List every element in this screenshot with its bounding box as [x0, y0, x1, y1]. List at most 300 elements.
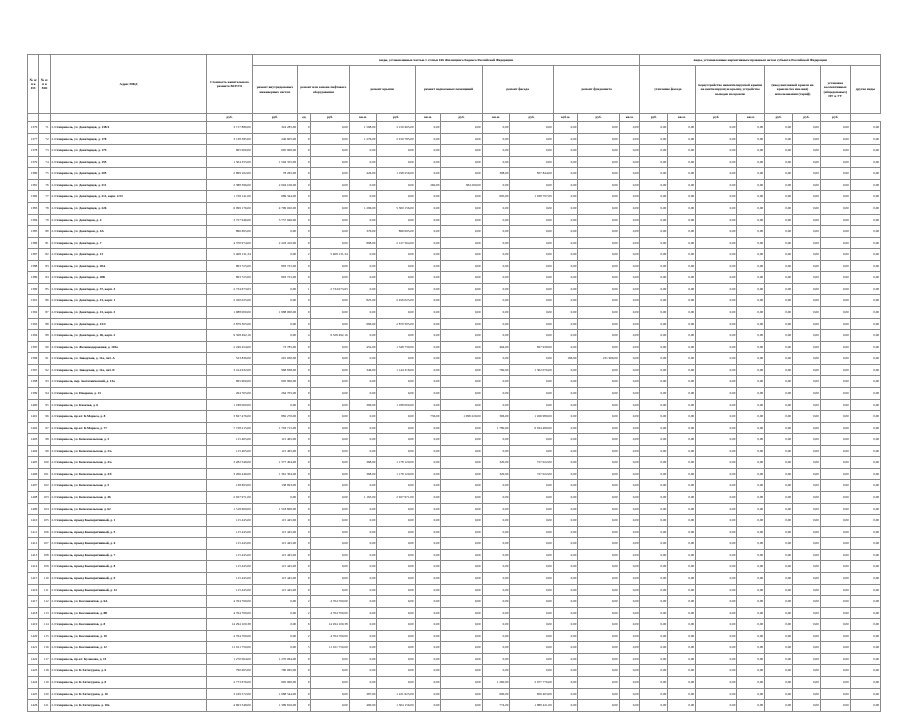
value-cell: 0,00	[619, 572, 640, 584]
value-cell: 0,00	[765, 341, 793, 353]
value-cell: 0,00	[377, 549, 415, 561]
value-cell: 0,00	[415, 191, 441, 203]
value-cell: 0,00	[619, 526, 640, 538]
value-cell: 346,00	[349, 364, 377, 376]
value-cell: 0,00	[578, 307, 619, 319]
value-cell: 0,00	[820, 156, 850, 168]
value-cell: 0,00	[640, 156, 668, 168]
value-cell: 0,00	[510, 526, 553, 538]
value-cell: 0,00	[640, 341, 668, 353]
value-cell: 0,00	[553, 145, 578, 157]
value-cell: 1	[298, 283, 311, 295]
value-cell: 0,00	[553, 630, 578, 642]
value-cell: 0,00	[668, 572, 696, 584]
address-cell: г. Ставрополь, ул. Доваторов, д. 20Б	[50, 272, 207, 284]
value-cell: 0,00	[415, 237, 441, 249]
value-cell: 0,00	[311, 700, 349, 712]
value-cell: 0,00	[850, 492, 880, 504]
value-cell: 0,00	[793, 179, 821, 191]
value-cell: 0,00	[850, 653, 880, 665]
value-cell: 0,00	[820, 122, 850, 134]
value-cell: 0,00	[765, 307, 793, 319]
value-cell: 769,00	[482, 364, 510, 376]
value-cell: 0,00	[793, 480, 821, 492]
value-cell: 2 249 454,00	[207, 341, 252, 353]
value-cell: 0,00	[377, 584, 415, 596]
value-cell: 0,00	[765, 665, 793, 677]
value-cell: 0,00	[793, 307, 821, 319]
value-cell: 1421	[28, 642, 39, 654]
value-cell: 893 725,00	[207, 272, 252, 284]
value-cell: 0,00	[578, 434, 619, 446]
value-cell: 0,00	[696, 168, 737, 180]
unit-cell: кв.м.	[415, 114, 441, 122]
value-cell: 0,00	[619, 584, 640, 596]
value-cell: 1407	[28, 480, 39, 492]
value-cell: 1376	[28, 122, 39, 134]
value-cell: 0,00	[578, 226, 619, 238]
value-cell: 0,00	[668, 283, 696, 295]
value-cell: 1380	[28, 168, 39, 180]
value-cell: 0,00	[441, 457, 482, 469]
value-cell: 0,00	[510, 249, 553, 261]
value-cell: 0,00	[765, 700, 793, 712]
value-cell: 2 879 305,00	[377, 318, 415, 330]
value-cell: 0,00	[619, 700, 640, 712]
value-cell: 0,00	[311, 260, 349, 272]
value-cell: 0,00	[578, 468, 619, 480]
value-cell: 0,00	[377, 376, 415, 388]
unit-cell: ед.	[298, 114, 311, 122]
value-cell: 0	[298, 318, 311, 330]
address-cell: г. Ставрополь, ул. Комсомольская, д. 62	[50, 503, 207, 515]
value-cell: 78 265,00	[252, 168, 297, 180]
value-cell: 0,00	[553, 700, 578, 712]
value-cell: 1 377 404,00	[252, 457, 297, 469]
value-cell: 0,00	[850, 353, 880, 365]
value-cell: 727 022,00	[510, 457, 553, 469]
value-cell: 0	[298, 422, 311, 434]
value-cell: 859 403,00	[510, 688, 553, 700]
value-cell: 0,00	[619, 168, 640, 180]
table-row	[28, 122, 881, 134]
value-cell: 0,00	[377, 387, 415, 399]
value-cell: 1 270 064,00	[252, 653, 297, 665]
value-cell: 1412	[28, 538, 39, 550]
value-cell: 0,00	[737, 353, 765, 365]
value-cell: 0,00	[252, 630, 297, 642]
table-row	[28, 191, 881, 203]
value-cell: 0,00	[578, 295, 619, 307]
value-cell: 2 899 162,00	[207, 168, 252, 180]
value-cell: 0,00	[737, 364, 765, 376]
address-cell: г. Ставрополь, ул. Комсомольская, д. 5	[50, 480, 207, 492]
value-cell: 118	[39, 665, 50, 677]
value-cell: 113	[39, 607, 50, 619]
value-cell: 0,00	[441, 249, 482, 261]
value-cell: 0,00	[765, 168, 793, 180]
value-cell: 0,00	[850, 526, 880, 538]
value-cell: 0,00	[737, 283, 765, 295]
value-cell: 0,00	[737, 445, 765, 457]
value-cell: 0,00	[793, 295, 821, 307]
value-cell: 0,00	[349, 503, 377, 515]
value-cell: 0,00	[441, 596, 482, 608]
value-cell: 0,00	[441, 630, 482, 642]
value-cell: 0,00	[668, 411, 696, 423]
header-total: Стоимость капитального ремонта ВСЕГО	[207, 55, 252, 114]
value-cell: 0,00	[377, 179, 415, 191]
value-cell: 0,00	[640, 434, 668, 446]
value-cell: 1393	[28, 318, 39, 330]
address-cell: г. Ставрополь, ул. Комсомольская, д. 3	[50, 434, 207, 446]
value-cell: 0,00	[252, 330, 297, 342]
value-cell: 0,00	[311, 307, 349, 319]
value-cell: 0,00	[820, 596, 850, 608]
value-cell: 0,00	[553, 249, 578, 261]
value-cell: 0,00	[252, 596, 297, 608]
value-cell: 1 178 120,00	[377, 468, 415, 480]
value-cell: 0,00	[377, 272, 415, 284]
value-cell: 0,00	[377, 445, 415, 457]
value-cell: 0,00	[820, 179, 850, 191]
value-cell: 0,00	[640, 607, 668, 619]
unit-cell: руб.	[820, 114, 850, 122]
value-cell: 4 799 020,00	[252, 202, 297, 214]
value-cell: 0	[298, 122, 311, 134]
value-cell: 0,00	[696, 364, 737, 376]
value-cell: 1417	[28, 596, 39, 608]
value-cell: 0,00	[793, 249, 821, 261]
value-cell: 1399	[28, 387, 39, 399]
value-cell: 0,00	[793, 434, 821, 446]
value-cell: 0,00	[311, 468, 349, 480]
value-cell: 2 927 971,00	[377, 492, 415, 504]
value-cell: 0,00	[578, 572, 619, 584]
value-cell: 0,00	[668, 353, 696, 365]
table-row	[28, 307, 881, 319]
value-cell: 11 911 750,00	[207, 642, 252, 654]
value-cell: 0,00	[668, 561, 696, 573]
value-cell: 0,00	[737, 596, 765, 608]
value-cell: 0,00	[793, 214, 821, 226]
value-cell: 0,00	[793, 700, 821, 712]
value-cell: 0,00	[793, 503, 821, 515]
value-cell: 100	[39, 457, 50, 469]
table-row	[28, 434, 881, 446]
value-cell: 14 294 100,38	[207, 619, 252, 631]
address-cell: г. Ставрополь, ул. Космонавтов, д. 12	[50, 642, 207, 654]
value-cell: 0,00	[252, 249, 297, 261]
value-cell: 0,00	[311, 272, 349, 284]
value-cell: 0,00	[850, 630, 880, 642]
value-cell: 138 693,00	[252, 480, 297, 492]
value-cell: 0,00	[793, 468, 821, 480]
value-cell: 0,00	[640, 526, 668, 538]
value-cell: 0,00	[793, 168, 821, 180]
value-cell: 4 764 700,00	[311, 630, 349, 642]
value-cell: 0,00	[441, 607, 482, 619]
value-cell: 1395	[28, 341, 39, 353]
value-cell: 0,00	[510, 353, 553, 365]
value-cell: 0,00	[619, 619, 640, 631]
value-cell: 0	[298, 168, 311, 180]
value-cell: 115 445,00	[252, 526, 297, 538]
value-cell: 0,00	[619, 434, 640, 446]
value-cell: 0,00	[415, 700, 441, 712]
value-cell: 0,00	[737, 202, 765, 214]
value-cell: 0,00	[668, 122, 696, 134]
value-cell: 0,00	[441, 526, 482, 538]
value-cell: 0,00	[553, 376, 578, 388]
value-cell: 790 065,00	[207, 665, 252, 677]
value-cell: 0,00	[793, 133, 821, 145]
value-cell: 0,00	[793, 145, 821, 157]
value-cell: 0,00	[311, 688, 349, 700]
value-cell: 0,00	[415, 572, 441, 584]
value-cell: 0,00	[311, 341, 349, 353]
value-cell: 115 445,00	[252, 538, 297, 550]
value-cell: 0,00	[765, 549, 793, 561]
value-cell: 0,00	[793, 237, 821, 249]
value-cell: 0,00	[850, 179, 880, 191]
value-cell: 0,00	[850, 607, 880, 619]
value-cell: 0,00	[252, 226, 297, 238]
value-cell: 0,00	[737, 492, 765, 504]
value-cell: 0,00	[668, 341, 696, 353]
value-cell: 0,00	[765, 237, 793, 249]
value-cell: 0,00	[311, 179, 349, 191]
value-cell: 0,00	[482, 526, 510, 538]
value-cell: 825,00	[349, 295, 377, 307]
value-cell: 0,00	[619, 260, 640, 272]
address-cell: г. Ставрополь, ул. Доваторов, д. 41/4	[50, 318, 207, 330]
value-cell: 0,00	[349, 653, 377, 665]
value-cell: 0,00	[553, 133, 578, 145]
value-cell: 0,00	[619, 596, 640, 608]
value-cell: 0,00	[441, 492, 482, 504]
value-cell: 0,00	[640, 584, 668, 596]
address-cell: г. Ставрополь, ул. Доваторцев, д. 226	[50, 202, 207, 214]
value-cell: 0,00	[765, 642, 793, 654]
value-cell: 0,00	[640, 272, 668, 284]
value-cell: 0,00	[696, 214, 737, 226]
value-cell: 398,00	[482, 168, 510, 180]
value-cell: 0,00	[668, 376, 696, 388]
value-cell: 84	[39, 272, 50, 284]
value-cell: 0,00	[820, 457, 850, 469]
value-cell: 0,00	[696, 387, 737, 399]
header-group-federal: виды, установленные частью 1 статьи 166 Жилищного Кодекса Российской Федерации	[252, 55, 640, 66]
value-cell: 0,00	[820, 677, 850, 689]
unit-cell: кв.м.	[668, 114, 696, 122]
unit-cell: кв.м.	[349, 114, 377, 122]
header-foundation: ремонт фундамента	[553, 66, 640, 114]
value-cell: 0,00	[765, 434, 793, 446]
table-row	[28, 596, 881, 608]
value-cell: 0,00	[696, 468, 737, 480]
value-cell: 452,00	[349, 341, 377, 353]
address-cell: г. Ставрополь, проезд Кооперативный, д. 9	[50, 572, 207, 584]
value-cell: 0,00	[668, 272, 696, 284]
value-cell: 0,00	[510, 202, 553, 214]
value-cell: 0,00	[311, 122, 349, 134]
value-cell: 0,00	[820, 295, 850, 307]
value-cell: 94	[39, 387, 50, 399]
value-cell: 968 838,00	[252, 364, 297, 376]
value-cell: 81	[39, 237, 50, 249]
value-cell: 0,00	[619, 399, 640, 411]
value-cell: 4 764 700,00	[207, 596, 252, 608]
value-cell: 0,00	[252, 318, 297, 330]
value-cell: 0,00	[377, 480, 415, 492]
value-cell: 5 300 156,00	[377, 202, 415, 214]
table-row	[28, 260, 881, 272]
table-row	[28, 503, 881, 515]
value-cell: 0,00	[377, 145, 415, 157]
value-cell: 0,00	[441, 156, 482, 168]
value-cell: 1397	[28, 364, 39, 376]
value-cell: 89	[39, 330, 50, 342]
value-cell: 0,00	[820, 445, 850, 457]
value-cell: 0,00	[510, 272, 553, 284]
value-cell: 0,00	[737, 307, 765, 319]
value-cell: 0,00	[696, 411, 737, 423]
table-row	[28, 283, 881, 295]
value-cell: 0,00	[311, 445, 349, 457]
value-cell: 0,00	[850, 434, 880, 446]
value-cell: 1 276,00	[349, 133, 377, 145]
value-cell: 0,00	[252, 295, 297, 307]
value-cell: 0,00	[578, 330, 619, 342]
value-cell: 0,00	[578, 607, 619, 619]
value-cell: 1 188 000,00	[207, 399, 252, 411]
value-cell: 0,00	[820, 307, 850, 319]
value-cell: 0,00	[415, 561, 441, 573]
value-cell: 0,00	[793, 318, 821, 330]
value-cell: 0,00	[668, 145, 696, 157]
value-cell: 0,00	[820, 387, 850, 399]
address-cell: г. Ставрополь, ул. Комсомольская, д. 3/а	[50, 445, 207, 457]
value-cell: 115 445,00	[252, 584, 297, 596]
value-cell: 0,00	[415, 272, 441, 284]
value-cell: 0,00	[578, 387, 619, 399]
value-cell: 0	[298, 457, 311, 469]
value-cell: 0,00	[793, 457, 821, 469]
value-cell: 0,00	[619, 122, 640, 134]
value-cell: 0,00	[850, 549, 880, 561]
header-drainage: переустройство невентилируемой крыши на вентилируемую крышу, устройство выходов на кровлю	[696, 66, 765, 114]
value-cell: 0,00	[668, 492, 696, 504]
value-cell: 0,00	[820, 607, 850, 619]
value-cell: 0,00	[510, 515, 553, 527]
value-cell: 0,00	[510, 122, 553, 134]
value-cell: 0,00	[553, 226, 578, 238]
value-cell: 0	[298, 411, 311, 423]
value-cell: 0	[298, 156, 311, 168]
value-cell: 1377	[28, 133, 39, 145]
value-cell: 0,00	[578, 688, 619, 700]
value-cell: 0,00	[311, 376, 349, 388]
value-cell: 0,00	[578, 619, 619, 631]
value-cell: 0,00	[820, 584, 850, 596]
value-cell: 0,00	[793, 399, 821, 411]
address-cell: г. Ставрополь, проезд Кооперативный, д. 1	[50, 515, 207, 527]
value-cell: 1413	[28, 549, 39, 561]
table-row	[28, 665, 881, 677]
value-cell: 0,00	[793, 191, 821, 203]
value-cell: 827 939,00	[510, 341, 553, 353]
value-cell: 0,00	[640, 226, 668, 238]
value-cell: 0,00	[482, 145, 510, 157]
header-group-regional: виды, установленные нормативным правовым актом субъекта Российской Федерации	[640, 55, 881, 66]
value-cell: 0,00	[668, 295, 696, 307]
value-cell: 0,00	[696, 249, 737, 261]
value-cell: 695 900,00	[207, 376, 252, 388]
value-cell: 0,00	[793, 596, 821, 608]
value-cell: 0,00	[696, 653, 737, 665]
value-cell: 0,00	[668, 457, 696, 469]
value-cell: 115 445,00	[252, 561, 297, 573]
value-cell: 82	[39, 249, 50, 261]
value-cell: 736,00	[415, 411, 441, 423]
value-cell: 324 285,00	[252, 122, 297, 134]
value-cell: 0,00	[510, 260, 553, 272]
value-cell: 0,00	[765, 677, 793, 689]
value-cell: 0,00	[619, 503, 640, 515]
value-cell: 0,00	[619, 480, 640, 492]
value-cell: 0,00	[553, 561, 578, 573]
value-cell: 0,00	[696, 156, 737, 168]
value-cell: 0,00	[765, 214, 793, 226]
value-cell: 0,00	[482, 122, 510, 134]
value-cell: 0,00	[377, 653, 415, 665]
value-cell: 0,00	[820, 619, 850, 631]
value-cell: 0,00	[793, 330, 821, 342]
value-cell: 0,00	[737, 480, 765, 492]
value-cell: 0,00	[510, 156, 553, 168]
value-cell: 115 445,00	[252, 549, 297, 561]
value-cell: 116	[39, 642, 50, 654]
table-row	[28, 364, 881, 376]
value-cell: 83	[39, 260, 50, 272]
table-row	[28, 133, 881, 145]
value-cell: 264 705,00	[207, 387, 252, 399]
value-cell: 3 282 546,00	[207, 457, 252, 469]
value-cell: 0	[298, 434, 311, 446]
value-cell: 0	[298, 202, 311, 214]
value-cell: 0	[298, 492, 311, 504]
value-cell: 0,00	[578, 191, 619, 203]
value-cell: 0,00	[349, 630, 377, 642]
value-cell: 1388	[28, 260, 39, 272]
value-cell: 1405	[28, 457, 39, 469]
table-row	[28, 295, 881, 307]
value-cell: 0,00	[553, 411, 578, 423]
value-cell: 0,00	[349, 561, 377, 573]
value-cell: 4 764 700,00	[207, 607, 252, 619]
value-cell: 0,00	[850, 249, 880, 261]
value-cell: 0,00	[793, 387, 821, 399]
value-cell: 6	[298, 619, 311, 631]
value-cell: 0,00	[696, 538, 737, 550]
value-cell: 1391	[28, 295, 39, 307]
value-cell: 893 725,00	[252, 260, 297, 272]
value-cell: 0,00	[737, 226, 765, 238]
value-cell: 0,00	[696, 665, 737, 677]
value-cell: 0	[298, 653, 311, 665]
value-cell: 0,00	[311, 434, 349, 446]
